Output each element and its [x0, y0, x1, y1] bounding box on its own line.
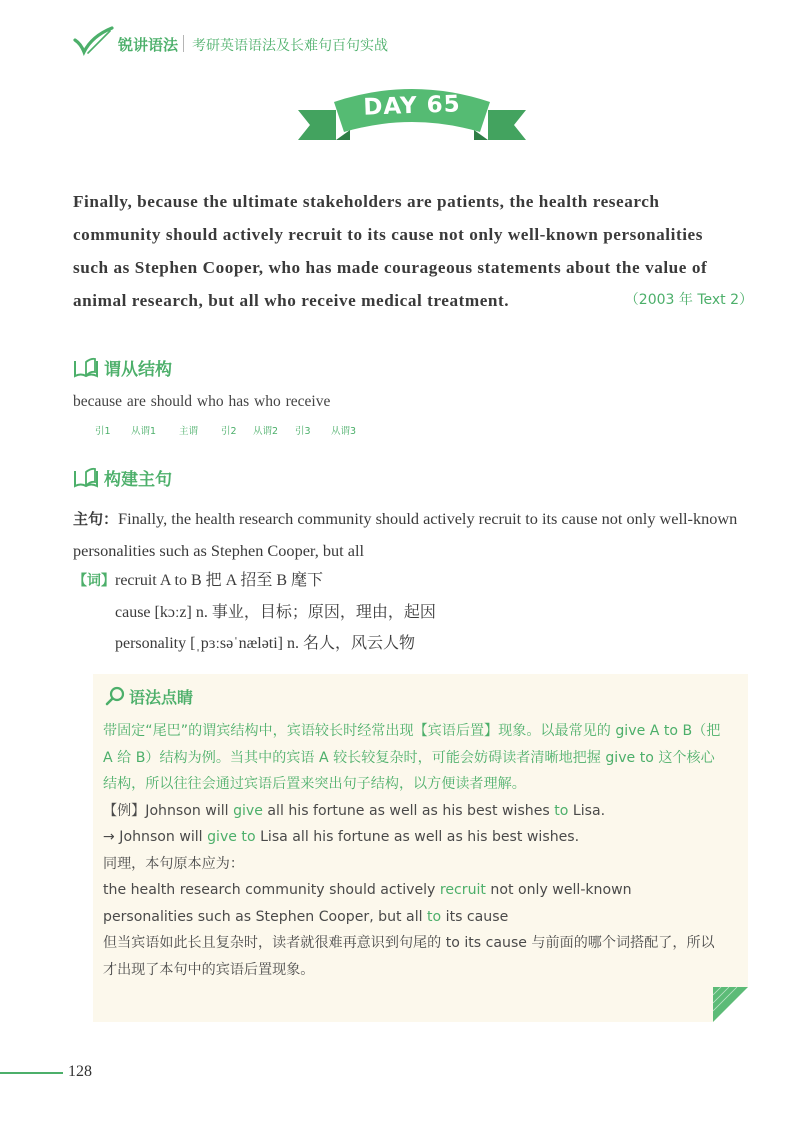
vocab-tag: 【词】: [73, 573, 115, 589]
checkmark-pen-logo-icon: [72, 26, 114, 56]
example-highlight: give: [233, 802, 263, 819]
passage-line: animal research, but all who receive medical treatment.: [73, 291, 510, 310]
passage-line: Finally, because the ultimate stakeholders are patients, the health research: [73, 192, 660, 211]
predicate-label: 引2: [221, 426, 237, 437]
footer-rule: [0, 1072, 63, 1074]
original-text: its cause: [441, 908, 509, 925]
main-clause: [73, 503, 757, 567]
example-text: Lisa.: [568, 802, 606, 819]
section-title-main-clause: 构建主句: [104, 470, 172, 490]
exam-source: （2003 年 Text 2）: [624, 292, 753, 308]
main-clause-label: 主句：: [73, 510, 119, 528]
brand-name: 锐讲语法: [118, 36, 179, 54]
section-title-predicate-structure: 谓从结构: [104, 360, 172, 380]
predicate-words: because are should who has who receive: [73, 393, 331, 410]
example-text: all his fortune as well as his best wishes: [262, 802, 555, 819]
passage-line: community should actively recruit to its cause not only well-known personalities: [73, 225, 703, 244]
example-tag: 【例】: [103, 802, 146, 819]
example-highlight: give to: [207, 829, 256, 845]
arrow-icon: →: [103, 829, 120, 845]
predicate-labels: [73, 423, 473, 437]
book-title: 考研英语语法及长难句百句实战: [192, 38, 388, 54]
example-text: Lisa all his fortune as well as his best wishes.: [255, 829, 580, 845]
day-label: DAY 65: [362, 91, 462, 121]
example-transformed: [103, 824, 723, 851]
main-clause-text: Finally, the health research community should actively recruit to its cause not only well-known personalities such as Stephen Cooper, but all: [73, 509, 738, 560]
predicate-label: 从谓2: [253, 426, 279, 437]
vocab-entry: personality [ˌpɜːsəˈnæləti] n. 名人，风云人物: [115, 635, 416, 652]
original-text: the health research community should actively: [103, 882, 440, 898]
open-book-icon: [73, 466, 99, 488]
original-order-sentence: [103, 877, 723, 930]
page-number: 128: [68, 1063, 92, 1080]
example-text: Johnson will: [119, 829, 208, 845]
grammar-note-body: [103, 718, 723, 983]
original-highlight: to: [427, 908, 442, 925]
predicate-label: 从谓3: [331, 426, 357, 437]
grammar-explanation: 带固定“尾巴”的谓宾结构中，宾语较长时经常出现【宾语后置】现象。以最常见的 give A to B（把 A 给 B）结构为例。当其中的宾语 A 较长较复杂时，可能会妨碍读者清晰地把握 give to 这个核心结构，所以往往会通过宾语后置来突出句子结构，以方便读者理解。: [103, 723, 721, 792]
example-sentence: [103, 798, 723, 825]
predicate-label: 引1: [95, 426, 111, 437]
vocab-entry: cause [kɔːz] n. 事业，目标；原因，理由，起因: [115, 604, 436, 621]
header-divider: [183, 35, 184, 52]
original-highlight: recruit: [439, 882, 486, 898]
magnifier-icon: [105, 686, 125, 706]
vocab-entry: [73, 565, 436, 597]
predicate-label: 引3: [295, 426, 311, 437]
vocab-entry-text: recruit A to B 把 A 招至 B 麾下: [115, 572, 324, 589]
vocabulary-list: [73, 565, 436, 659]
page-corner-fold-icon: [713, 987, 748, 1022]
original-text: not only well-known personalities such as Stephen Cooper, but all: [103, 882, 632, 925]
example-text: Johnson will: [145, 802, 234, 819]
predicate-label: 从谓1: [131, 426, 157, 437]
predicate-label: 主谓: [179, 426, 199, 437]
same-logic-line: 同理，本句原本应为：: [103, 855, 244, 872]
open-book-icon: [73, 356, 99, 378]
example-highlight: to: [554, 802, 569, 819]
grammar-note-title: 语法点睛: [129, 688, 194, 707]
grammar-conclusion: 但当宾语如此长且复杂时，读者就很难再意识到句尾的 to its cause 与前面的哪个词搭配了，所以才出现了本句中的宾语后置现象。: [103, 935, 715, 978]
passage-line: such as Stephen Cooper, who has made courageous statements about the value of: [73, 258, 708, 277]
passage-sentence: [73, 185, 753, 317]
day-banner: [298, 82, 526, 152]
